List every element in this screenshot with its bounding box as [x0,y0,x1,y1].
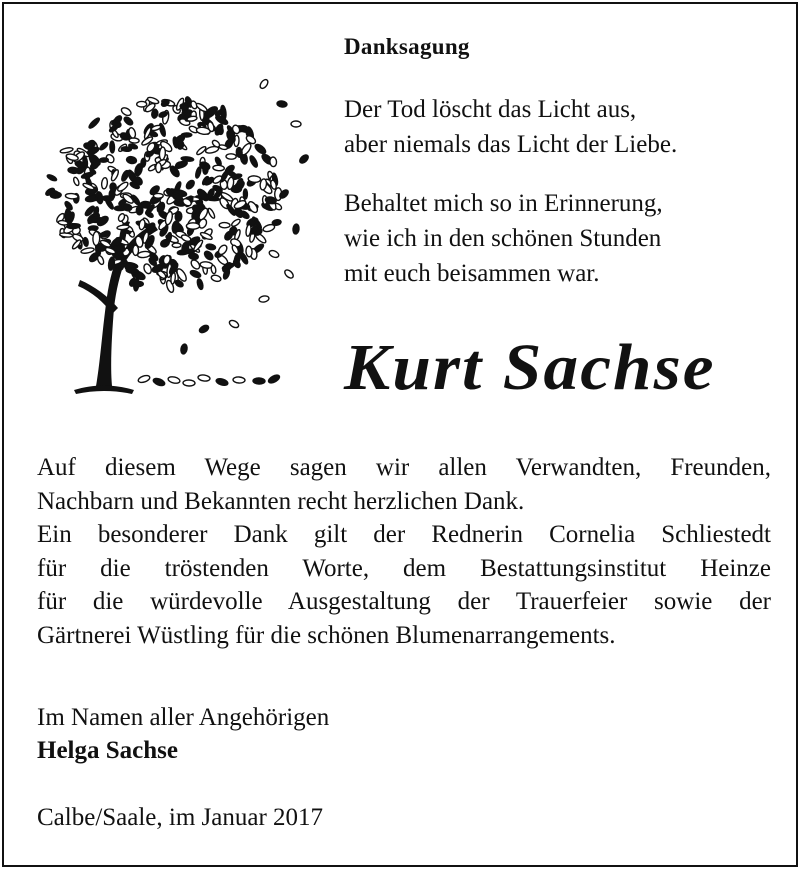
leaf-mark [189,258,201,270]
quote-line: Behaltet mich so in Erinnerung, [344,190,663,217]
signoff-line: Im Namen aller Angehörigen [37,704,330,731]
leaf-mark [133,278,139,291]
leaf-mark [172,243,181,247]
leaf-mark [233,377,245,384]
thanks-paragraph [37,451,771,652]
leaf-mark [292,224,299,235]
leaf-mark [228,319,240,329]
leaf-mark [262,223,275,233]
leaf-mark [186,223,199,229]
leaf-mark [185,179,196,190]
leaf-mark [137,374,150,384]
signoff [37,701,329,767]
leaf-mark [213,165,225,171]
leaf-mark [116,181,129,193]
leaf-mark [46,174,57,182]
leaf-mark [207,208,216,220]
leaf-mark [180,344,188,355]
leaf-mark [253,378,265,384]
leaf-mark [134,163,144,177]
leaf-mark [226,154,236,160]
leaf-mark [269,157,276,167]
leaf-mark [60,147,74,154]
leaf-mark [268,249,280,259]
leaf-mark [167,376,180,385]
body-line: für die würdevolle Ausgestaltung der Trauerfeier sowie der [37,588,771,615]
leaf-mark [152,377,165,387]
leaf-mark [259,78,270,90]
leaf-mark [277,100,288,107]
leaf-mark [283,268,294,279]
leaf-mark [67,223,81,229]
leaf-mark [121,147,131,152]
leaf-mark [198,324,210,334]
quote-line: wie ich in den schönen Stunden [344,225,662,252]
leaf-mark [120,170,129,182]
obituary-notice [2,2,798,867]
leaf-mark [133,245,139,255]
leaf-mark [99,141,109,151]
quote-first-stanza [344,92,677,162]
leaf-mark [298,153,309,164]
leaf-mark [95,191,103,204]
body-line: Gärtnerei Wüstling für die schönen Blumenarrangements. [37,621,616,649]
quote-second-stanza [344,186,663,291]
leaf-mark [211,274,222,282]
leaf-mark [267,374,280,385]
leaf-mark [159,147,166,160]
place-date: Calbe/Saale, im Januar 2017 [37,804,324,831]
leaf-mark [176,160,188,169]
quote-line: Der Tod löscht das Licht aus, [344,96,637,123]
leaf-mark [246,246,253,257]
leaf-mark [96,255,105,266]
leaf-mark [65,208,71,222]
fallen-leaves [137,374,280,387]
leaf-mark [123,116,134,127]
leaf-mark [110,141,115,153]
leaf-mark [259,295,270,303]
leaf-mark [136,206,143,215]
leaf-mark [81,247,95,254]
body-line: Nachbarn und Bekannten recht herzlichen Dank. [37,487,525,515]
leaf-mark [196,278,204,290]
leaf-mark [126,156,137,165]
leaf-mark [110,183,117,191]
leaf-mark [113,115,123,125]
leaf-mark [137,101,147,107]
leaf-mark [101,177,108,189]
notice-heading: Danksagung [344,34,470,59]
deceased-name: Kurt Sachse [344,331,716,404]
leaf-mark [291,121,301,127]
leaf-mark [183,380,195,386]
leaf-mark [206,243,217,250]
leaf-mark [195,166,202,178]
body-line: für die tröstenden Worte, dem Bestattungsinstitut Heinze [37,554,771,582]
leaf-mark [65,193,78,199]
leaf-mark [239,210,250,220]
leaf-mark [231,218,242,227]
leaf-mark [73,177,80,187]
leaf-mark [189,269,201,279]
leaf-mark [245,134,257,145]
body-line: Auf diesem Wege sagen wir allen Verwandten, Freunden, [37,454,771,481]
leaf-mark [156,163,162,173]
leaf-mark [153,193,163,198]
leaf-mark [88,117,101,130]
leaf-mark [137,251,150,259]
leaf-mark [64,200,74,211]
leaf-mark [99,158,108,163]
leaf-mark [236,147,243,157]
leaf-mark [203,164,209,174]
leaf-mark [249,155,259,168]
leaf-mark [215,377,228,386]
windblown-tree-illustration [34,64,324,404]
leaf-mark [248,176,261,183]
leaf-mark [68,167,80,174]
leaf-mark [58,220,68,226]
body-line: Ein besonderer Dank gilt der Rednerin Cornelia Schliestedt [37,521,771,548]
quote-line: aber niemals das Licht der Liebe. [344,131,678,158]
tree-foliage [45,78,310,354]
quote-line: mit euch beisammen war. [344,260,600,287]
leaf-mark [219,222,230,228]
leaf-mark [50,192,61,199]
leaf-mark [254,143,268,156]
leaf-mark [120,106,132,117]
signer-name: Helga Sachse [37,737,178,764]
leaf-mark [211,265,217,274]
leaf-mark [198,374,211,382]
leaf-mark [203,250,215,262]
